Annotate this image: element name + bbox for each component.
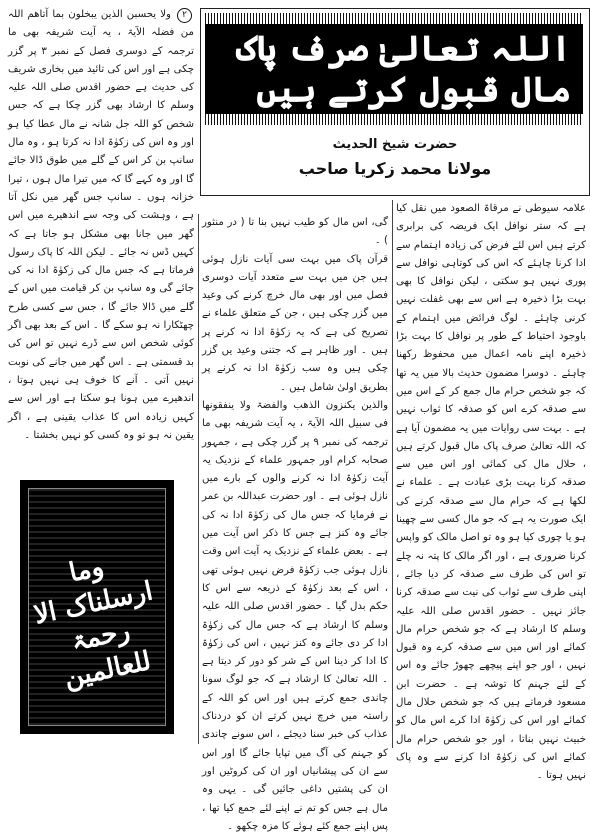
paragraph: والذین یکنزون الذھب والفضۃ ولا ینفقونھا فی سبیل اللہ الآیۃ ، یہ آیت شریفہ بھی ما ترجمہ کی نمبر ۹ پر گزر چکی ہے ، جمہور صحابہ کرام اور جمہور علماء کے نزدیک یہ آیت زکوٰۃ ادا نہ کرنے والوں کے بارے میں نازل ہوئی ہے ۔ اور حضرت عبداللہ بن عمر نے فرمایا کہ جس مال کی زکوٰۃ ادا نہ کی جائے وہ کنز ہے جس کا ذکر اس آیت میں ہے ۔ بعض علماء کے نزدیک یہ آیت اس وقت نازل ہوئی جب زکوٰۃ فرض نہیں ہوئی تھی ، اس کے بعد زکوٰۃ کے ذریعہ سے اس کا حکم بدل گیا ۔ حضور اقدس صلی اللہ علیہ وسلم کا ارشاد ہے کہ جس مال کی زکوٰۃ ادا کر دی جائے وہ کنز نہیں ، اس کی زکوٰۃ کا ادا کر دینا اس کے شر کو دور کر دیتا ہے ۔ اللہ تعالیٰ کا ارشاد ہے کہ جو لوگ سونا چاندی جمع کرتے ہیں اور اس کو اللہ کے راستہ میں خرچ نہیں کرتے ان کو دردناک عذاب کی خبر سنا دیجئے ، اس سونے چاندی کو جہنم کی آگ میں تپایا جائے گا اور اس سے ان کی پیشانیاں اور ان کی کروٹیں اور ان کی پشتیں داغی جائیں گی ۔ یہی وہ مال ہے جس کو تم نے اپنے لئے جمع کیا تھا ، پس اپنے جمع کئے ہوئے کا مزہ چکھو ۔ <box>202 399 389 832</box>
title-banner <box>205 13 583 125</box>
calligraphy-panel <box>20 480 174 734</box>
author-honorific: حضرت شیخ الحدیث <box>332 137 458 152</box>
column-middle <box>202 214 389 832</box>
column-divider <box>198 214 199 744</box>
paragraph-text: ولا یحسبن الذین یبخلون بما آتاھم اللہ من فضلہ الآیۃ ، یہ آیت شریفہ بھی ما ترجمہ کے دوسری فصل کے نمبر ۳ پر گزر چکی ہے اور اس کی تائید میں بخاری شریف کی حدیث ہے حضور اقدس صلی اللہ علیہ وسلم کا ارشاد بھی گزر چکا ہے کہ جس شخص کو اللہ جل شانہ نے مال عطا کیا ہو اور وہ اس کی زکوٰۃ ادا نہ کرتا ہو ، وہ مال سانپ بن کر اس کے گلے میں طوق ڈالا جائے گا اور وہ کہے گا کہ میں تیرا مال ہوں ، تیرا خزانہ ہوں ۔ سانپ جس گھر میں نکل آتا ہے ، وہشت کی وجہ سے اندھیرے میں اس گھر میں جانا بھی مشکل ہو جاتا ہے کہ کہیں ڈس نہ جائے ۔ لیکن اللہ کا پاک رسول فرماتا ہے کہ جس مال کی زکوٰۃ ادا نہ کی جائے گی وہ سانپ بن کر قیامت میں اس کے گلے میں ڈالا جائے گا ، جس سے کسی طرح چھٹکارا نہ ہو سکے گا ۔ اس کے بعد بھی اگر کوئی شخص اس سے ڈرے نہیں تو اس کی بد قسمتی ہے ۔ اس گھر میں جانے کی نوبت نہیں آتی ۔ آنے کا خوف ہی نہیں ہوتا ، اندھیرے میں ہونا ہو سکتا ہے اور اس سے کہیں زیادہ اس کا عذاب یقینی ہے ، اگر یقین نہ ہو تو وہ کسی کو نہیں بخشتا ۔ <box>7 9 194 441</box>
paragraph: قرآن پاک میں بہت سی آیات نازل ہوئی ہیں جن میں بہت سے متعدد آیات دوسری فصل میں اور بھی مال خرچ کرنے کی وعید میں گزر چکی ہیں ، جن کے متعلق علماء نے تصریح کی ہے کہ یہ زکوٰۃ ادا نہ کرنے پر ہیں ۔ اور ظاہر ہے کہ جتنی وعید یں گزر چکی ہیں وہ سب زکوٰۃ ادا نہ کرنے پر بطریق اولیٰ شامل ہیں ۔ <box>202 253 388 393</box>
column-divider <box>392 200 393 748</box>
article-title: اللہ تعالیٰ صرف پاک مال قبول کرتے ہیں <box>205 24 583 114</box>
calligraphy-text: وما ارسلناک الا رحمۃ للعالمین <box>31 551 156 694</box>
section-number: ۲ <box>177 8 192 23</box>
paragraph: علامہ سیوطی نے مرقاۃ الصعود میں نقل کیا ہے کہ ستر نوافل ایک فریضہ کی برابری کرتے ہیں اس لئے فرض کی زیادہ اہتمام سے ادا کرنا چاہئے کہ اس کی کوتاہی نوافل سے پوری نہیں ہو سکتی ، لیکن نوافل کا بھی بہت بڑا ذخیرہ ہے اس سے بھی غفلت نہیں کرنی چاہئے ۔ لوگ فرائض میں اہتمام کے باوجود احتیاط کے طور پر نوافل کا بہت بڑا ذخیرہ اپنے نامہ اعمال میں محفوظ رکھنا چاہئے ۔ دوسرا مضمون حدیث بالا میں یہ تھا کہ جو شخص حرام مال جمع کر کے اس میں سے صدقہ کرے اس کو صدقہ کا ثواب نہیں ہے ۔ بہت سی روایات میں یہ مضمون آیا ہے کہ اللہ تعالیٰ صرف پاک مال قبول کرتے ہیں ، حلال مال کی کمائی اور اس میں سے صدقہ کرنا بہت بڑی عبادت ہے ۔ علماء نے لکھا ہے کہ حرام مال سے صدقہ کرنے کی ایک صورت یہ ہے کہ جو مال کسی سے چھینا ہو یا چوری کیا ہو وہ تو اصل مالک کو واپس کرنا ضروری ہے ، اور اگر مالک کا پتہ نہ چلے تو اس کی طرف سے صدقہ کر دیا جائے ، اپنی طرف سے ثواب کی نیت سے صدقہ کرنا جائز نہیں ۔ حضور اقدس صلی اللہ علیہ وسلم کا ارشاد ہے کہ جو شخص حرام مال کمائے اور اس میں سے صدقہ کرے وہ قبول نہیں ، اور جو اپنے پیچھے چھوڑ جائے وہ اس کے لئے جہنم کا توشہ ہے ۔ حضرت ابن مسعود فرماتے ہیں کہ جو شخص حلال مال کمائے اور اس کی زکوٰۃ ادا کرے اس مال کو خبیث نہیں بناتا ، اور جو شخص حرام مال کمائے اس کی زکوٰۃ ادا کرنے سے وہ پاک نہیں ہوتا ۔ <box>396 203 586 782</box>
column-right <box>396 200 586 782</box>
paragraph: گی، اس مال کو طیب نہیں بنا تا ( در منثور ) ۔ <box>202 217 388 247</box>
article-header <box>200 8 590 196</box>
column-left <box>8 6 194 468</box>
author-name: مولانا محمد زکریا صاحب <box>298 159 492 178</box>
paragraph <box>8 6 194 445</box>
